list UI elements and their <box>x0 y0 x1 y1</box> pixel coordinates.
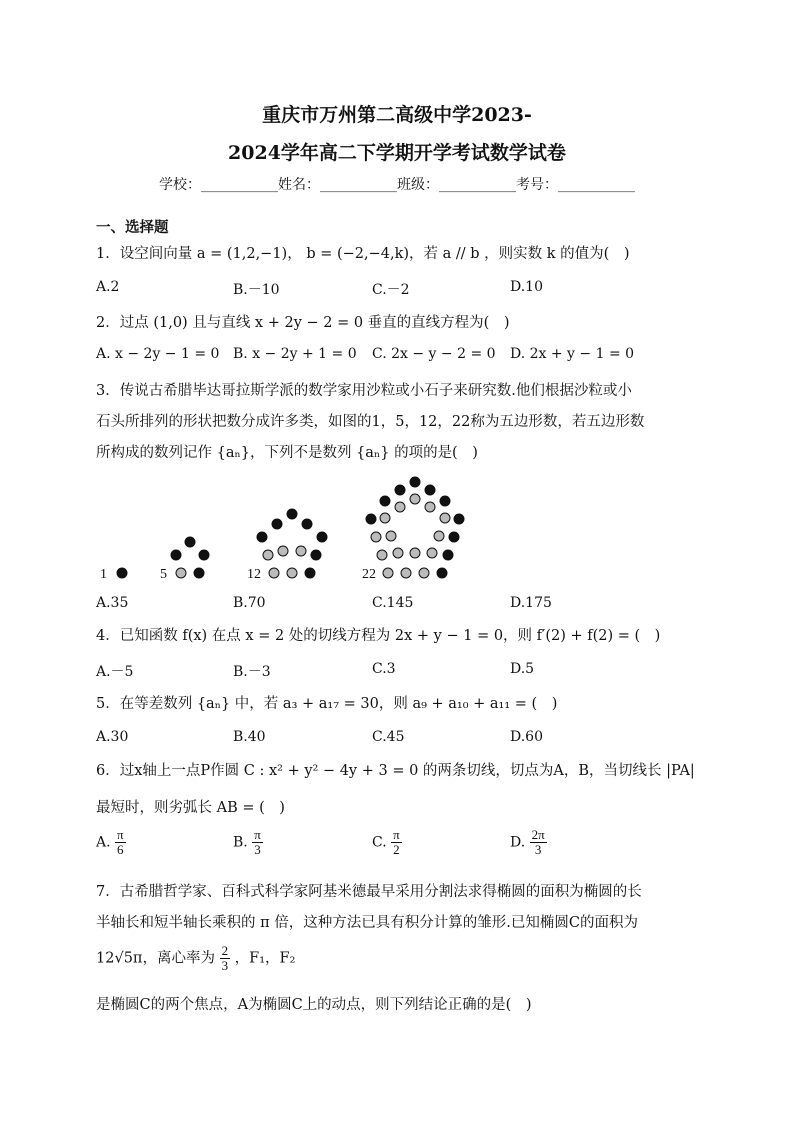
question-3-stem-line2: 石头所排列的形状把数分成许多类，如图的1，5，12，22称为五边形数，若五边形数 <box>96 414 645 430</box>
question-3-stem-line3: 所构成的数列记作 {aₙ}，下列不是数列 {aₙ} 的项的是( ) <box>96 445 478 461</box>
q3-option-d: D.175 <box>510 595 552 611</box>
q7-ecc-num: 2 <box>221 943 229 958</box>
question-4-stem: 4．已知函数 f(x) 在点 x = 2 处的切线方程为 2x + y − 1 = 0，则 f′(2) + f(2) = ( ) <box>96 628 661 644</box>
section-heading: 一、选择题 <box>96 219 169 236</box>
q5-option-d: D.60 <box>510 729 543 745</box>
dot <box>383 568 393 578</box>
dot <box>371 532 381 542</box>
q6-option-d-fraction <box>530 828 547 857</box>
dot <box>393 548 403 558</box>
exam-title-line1: 重庆市万州第二高级中学2023- <box>262 104 532 126</box>
dot <box>269 568 279 578</box>
dot <box>395 502 405 512</box>
q6-option-c-letter: C. <box>372 834 387 851</box>
q2-option-d: D. 2x + y − 1 = 0 <box>510 346 635 362</box>
dot <box>194 568 204 578</box>
q6-option-a-fraction <box>115 828 126 857</box>
dot <box>272 519 282 529</box>
dot <box>437 568 447 578</box>
q4-option-b: B.－3 <box>233 664 271 680</box>
dot <box>419 568 429 578</box>
question-6-stem-line1: 6．过x轴上一点P作圆 C : x² + y² − 4y + 3 = 0 的两条切线，切点为A，B，当切线长 |PA| <box>96 763 695 779</box>
dot <box>278 546 288 556</box>
q5-option-b: B.40 <box>233 729 266 745</box>
question-2-stem: 2．过点 (1,0) 且与直线 x + 2y − 2 = 0 垂直的直线方程为( ) <box>96 315 510 331</box>
dot <box>395 485 405 495</box>
question-1-stem: 1．设空间向量 a = (1,2,−1)， b = (−2,−4,k)，若 a // b ，则实数 k 的值为( ) <box>96 246 630 262</box>
dot <box>117 568 127 578</box>
q7-foci: ，F₁，F₂ <box>234 950 296 967</box>
student-info-line: 学校：___________姓名：___________班级：___________考号：___________ <box>159 177 635 193</box>
q6-option-b <box>233 828 263 857</box>
q6-option-b-fraction <box>252 828 263 857</box>
dot <box>440 496 450 506</box>
dot <box>434 531 444 541</box>
dot <box>425 485 435 495</box>
q6-option-a-letter: A. <box>96 834 111 851</box>
dot <box>410 548 420 558</box>
dot <box>401 568 411 578</box>
q6-a-num: π <box>117 827 124 842</box>
exam-title-line2: 2024学年高二下学期开学考试数学试卷 <box>228 142 566 164</box>
dot <box>317 532 327 542</box>
q6-b-num: π <box>254 827 261 842</box>
question-7-stem-line4: 是椭圆C的两个焦点，A为椭圆C上的动点，则下列结论正确的是( ) <box>96 997 532 1013</box>
q3-option-c: C.145 <box>372 595 414 611</box>
q6-option-c-fraction <box>391 828 402 857</box>
question-7-stem-line1: 7．古希腊哲学家、百科式科学家阿基米德最早采用分割法求得椭圆的面积为椭圆的长 <box>96 884 642 900</box>
q5-option-a: A.30 <box>96 729 129 745</box>
dot <box>296 546 306 556</box>
q6-option-d-letter: D. <box>510 834 526 851</box>
q7-area-and-ecc-label: 12√5π，离心率为 <box>96 950 215 967</box>
question-7-stem-line2: 半轴长和短半轴长乘积的 π 倍，这种方法已具有积分计算的雏形.已知椭圆C的面积为 <box>96 915 638 931</box>
pentagonal-numbers-figure <box>90 476 490 586</box>
q3-option-a: A.35 <box>96 595 129 611</box>
q1-option-d: D.10 <box>510 279 543 295</box>
q3-option-b: B.70 <box>233 595 266 611</box>
q2-option-c: C. 2x − y − 2 = 0 <box>372 346 496 362</box>
q6-option-b-letter: B. <box>233 834 248 851</box>
figure-label-22: 22 <box>362 567 376 582</box>
q7-ecc-den: 3 <box>221 958 229 973</box>
dot <box>263 550 273 560</box>
q6-d-num: 2π <box>531 827 545 842</box>
dot <box>366 514 376 524</box>
q7-eccentricity-fraction <box>220 944 231 973</box>
q5-option-c: C.45 <box>372 729 405 745</box>
dot <box>257 532 267 542</box>
dot <box>449 532 459 542</box>
q6-option-a <box>96 828 126 857</box>
q6-option-c <box>372 828 402 857</box>
q1-option-b: B.－10 <box>233 282 280 298</box>
dot <box>311 550 321 560</box>
q4-option-c: C.3 <box>372 661 396 677</box>
dot <box>287 509 297 519</box>
figure-label-1: 1 <box>100 567 107 582</box>
dot <box>425 502 435 512</box>
question-6-stem-line2: 最短时，则劣弧长 AB = ( ) <box>96 800 285 816</box>
dot <box>287 568 297 578</box>
dot <box>454 514 464 524</box>
figure-label-5: 5 <box>160 567 167 582</box>
q6-b-den: 3 <box>254 842 261 857</box>
dot <box>176 568 186 578</box>
q4-option-d: D.5 <box>510 661 535 677</box>
q1-option-a: A.2 <box>96 279 120 295</box>
dot <box>305 568 315 578</box>
q2-option-a: A. x − 2y − 1 = 0 <box>96 346 220 362</box>
dot <box>410 494 420 504</box>
q6-d-den: 3 <box>534 842 542 857</box>
dot <box>427 548 437 558</box>
dot <box>185 537 195 547</box>
q4-option-a: A.－5 <box>96 664 134 680</box>
dot <box>386 531 396 541</box>
dot <box>302 519 312 529</box>
dot <box>410 477 420 487</box>
dot <box>440 513 450 523</box>
dot <box>377 550 387 560</box>
q2-option-b: B. x − 2y + 1 = 0 <box>233 346 357 362</box>
q1-option-c: C.－2 <box>372 282 410 298</box>
dot <box>443 550 453 560</box>
dot <box>380 513 390 523</box>
figure-label-12: 12 <box>247 567 261 582</box>
q6-option-d <box>510 828 547 857</box>
dot <box>199 550 209 560</box>
question-5-stem: 5．在等差数列 {aₙ} 中，若 a₃ + a₁₇ = 30，则 a₉ + a₁₀ + a₁₁ = ( ) <box>96 696 558 712</box>
dot <box>171 550 181 560</box>
q6-c-den: 2 <box>393 842 400 857</box>
q6-a-den: 6 <box>117 842 124 857</box>
dot <box>380 496 390 506</box>
q6-c-num: π <box>393 827 400 842</box>
question-7-stem-line3 <box>96 944 295 973</box>
question-3-stem-line1: 3．传说古希腊毕达哥拉斯学派的数学家用沙粒或小石子来研究数.他们根据沙粒或小 <box>96 383 632 399</box>
